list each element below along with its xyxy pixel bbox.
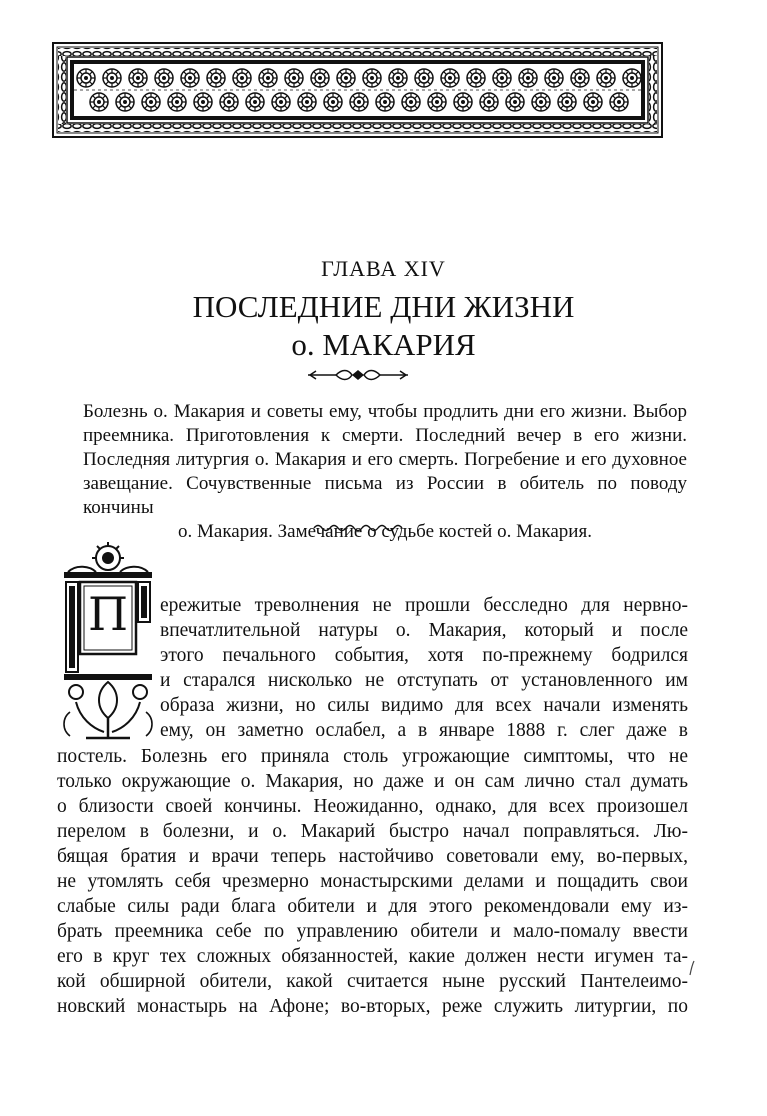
drop-cap-letter: П <box>87 587 129 641</box>
body-line: постель. Болезнь его приняла столь угрожающие симптомы, что не <box>57 746 688 767</box>
body-line: кой обширной обители, какой считается ныне русский Пантелеимо- <box>57 971 688 992</box>
drop-cap-ornament <box>56 542 160 742</box>
body-line: не утомлять себя чрезмерно монастырскими делами и пощадить свои <box>57 871 688 892</box>
summary-last-line: о. Макария. Замечание о судьбе костей о. Макария. <box>178 521 592 542</box>
body-line: только окружающие о. Макария, но даже и он сам лично стал думать <box>57 771 688 792</box>
chapter-number: ГЛАВА XIV <box>321 256 446 281</box>
body-line: о близости своей кончины. Неожиданно, однако, для всех произошел <box>57 796 688 817</box>
summary-divider-wave <box>312 522 404 534</box>
chapter-title-line-2: о. МАКАРИЯ <box>291 327 476 362</box>
body-line: ему, он заметно ослабел, а в январе 1888 г. слег даже в <box>160 720 688 741</box>
summary-text: Болезнь о. Макария и советы ему, чтобы продлить дни его жизни. Выбор преемника. Приготовления к смерти. Последний вечер в его жизни. Последняя литургия о. Макария и его смерть. Погребение и его духовное завещание. Сочувственные письма из России в обитель по поводу кончины <box>83 401 687 518</box>
ornamental-header-border <box>52 42 663 138</box>
body-line: перелом в болезни, и о. Макарий быстро начал поправляться. Лю- <box>57 821 688 842</box>
body-line: его в круг тех сложных обязанностей, какие должен нести игумен та- <box>57 946 688 967</box>
body-line: брать преемника себе по управлению обители и мало-помалу ввести <box>57 921 688 942</box>
chapter-title-line-1: ПОСЛЕДНИЕ ДНИ ЖИЗНИ <box>192 289 575 324</box>
body-line: ережитые треволнения не прошли бесследно для нервно- <box>160 595 688 616</box>
body-line: новский монастырь на Афоне; во-вторых, реже служить литургии, по <box>57 996 688 1017</box>
margin-pencil-mark <box>688 960 696 976</box>
body-line: бящая братия и врачи теперь настойчиво советовали ему, во-первых, <box>57 846 688 867</box>
body-line: впечатлительной натуры о. Макария, который и после <box>160 620 688 641</box>
body-line: и старался нисколько не отступать от установленного им <box>160 670 688 691</box>
title-divider-ornament <box>306 366 410 384</box>
body-line: образа жизни, но силы видимо для всех начали изменять <box>160 695 688 716</box>
body-line: этого печального события, хотя по-прежнему бодрился <box>160 645 688 666</box>
chapter-title <box>0 288 767 364</box>
body-line: слабые силы ради блага обители и для этого рекомендовали ему из- <box>57 896 688 917</box>
